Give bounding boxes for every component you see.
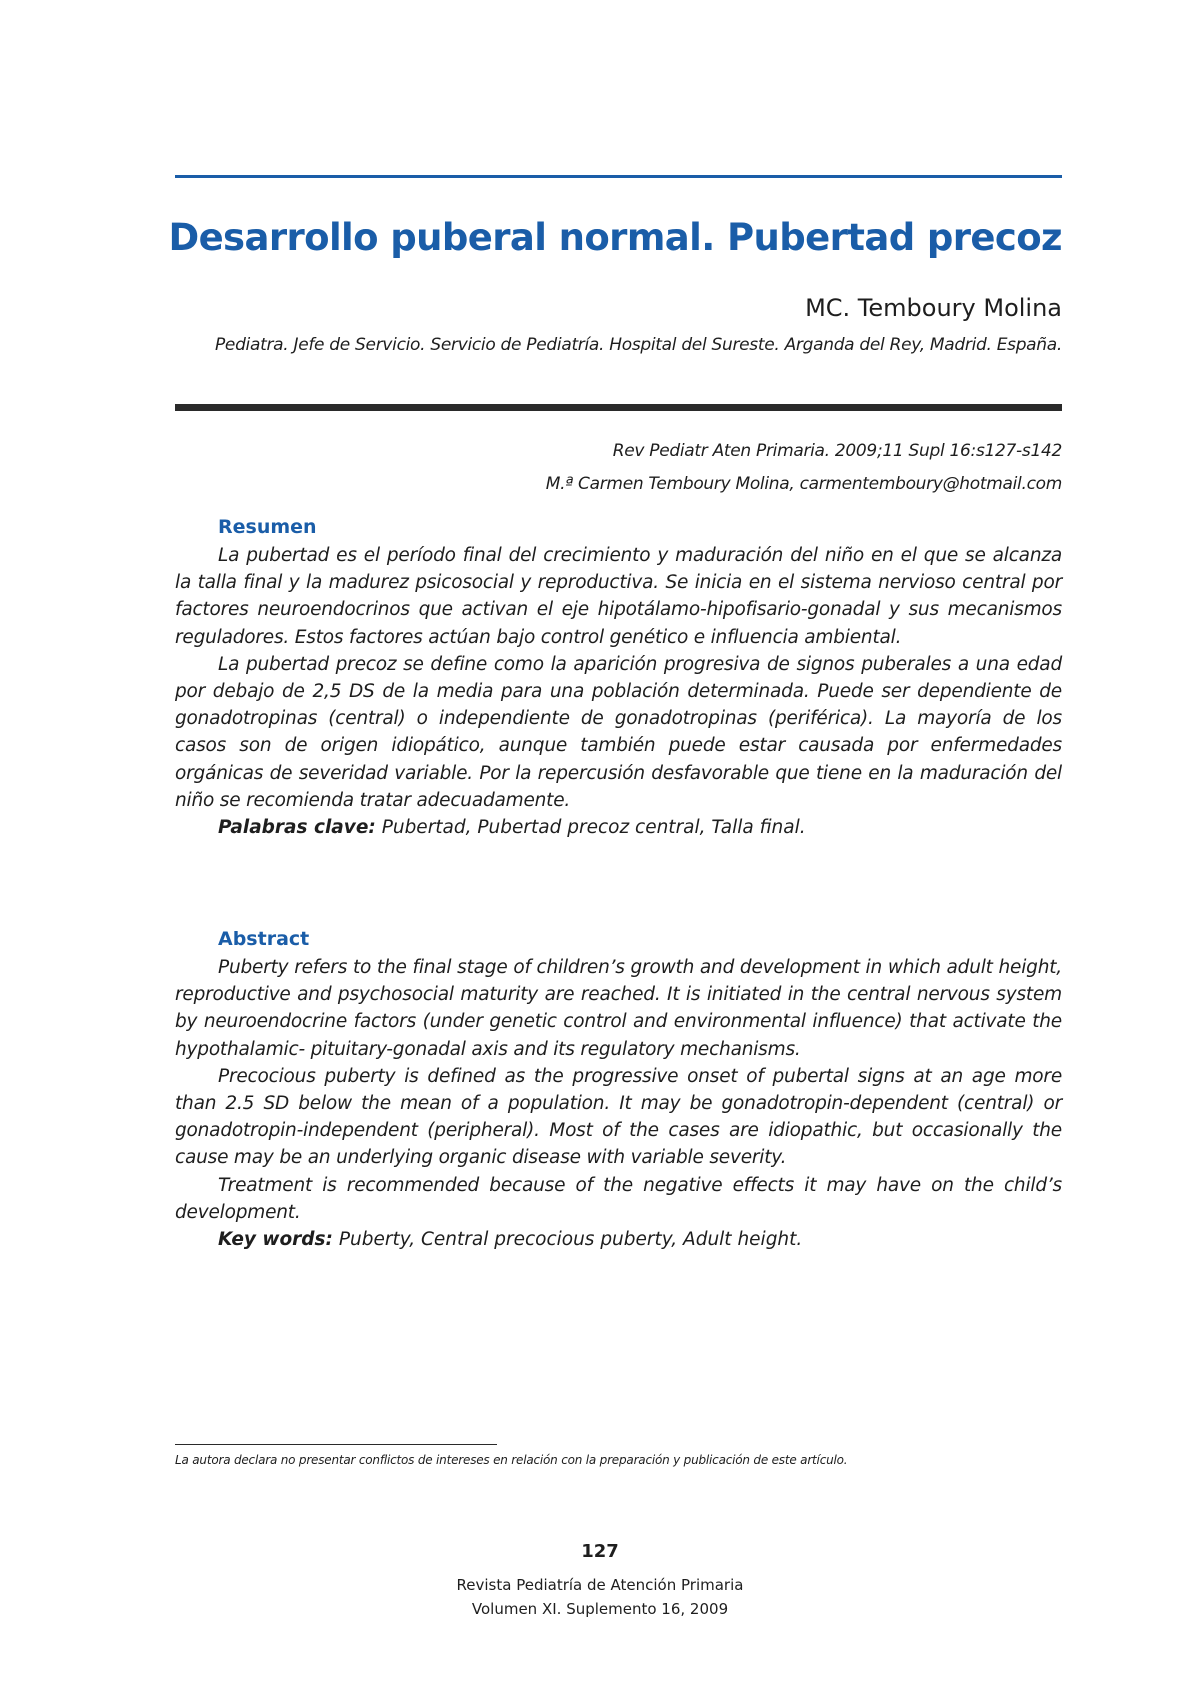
resumen-keywords — [175, 814, 1062, 841]
resumen-keywords-label: Palabras clave: — [218, 817, 376, 839]
abstract-paragraph: Precocious puberty is defined as the progressive onset of pubertal signs at an age more than 2.5 SD below the mean of a population. It may be gonadotropin-dependent (central) or gonadotropin-independent (peripheral). Most of the cases are idiopathic, but occasionally the cause may be an underlying organic disease with variable severity. — [175, 1065, 1062, 1169]
article-title: Desarrollo puberal normal. Pubertad precoz — [168, 216, 1062, 259]
header-top-rule — [175, 175, 1062, 178]
author-affiliation: Pediatra. Jefe de Servicio. Servicio de Pediatría. Hospital del Sureste. Arganda del Rey, Madrid. España. — [214, 335, 1062, 355]
abstract-keywords-value: Puberty, Central precocious puberty, Adult height. — [338, 1229, 803, 1251]
article-author: MC. Temboury Molina — [805, 294, 1062, 322]
abstract-paragraph: Puberty refers to the final stage of children’s growth and development in which adult height, reproductive and psychosocial maturity are reached. It is initiated in the central nervous system by neuroendocrine factors (under genetic control and environmental influence) that activate the hypothalamic- pituitary-gonadal axis and its regulatory mechanisms. — [175, 957, 1062, 1060]
abstract-keywords-label: Key words: — [218, 1229, 333, 1251]
resumen-paragraph: La pubertad precoz se define como la aparición progresiva de signos puberales a una edad por debajo de 2,5 DS de la media para una población determinada. Puede ser dependiente de gonadotropinas (central) o independiente de gonadotropinas (periférica). La mayoría de los casos son de origen idiopático, aunque también puede estar causada por enfermedades orgánicas de severidad variable. Por la repercusión desfavorable que tiene en la maduración del niño se recomienda tratar adecuadamente. — [175, 653, 1062, 811]
conflict-of-interest-footnote: La autora declara no presentar conflictos de intereses en relación con la preparación y publicación de este artículo. — [175, 1453, 848, 1467]
journal-citation: Rev Pediatr Aten Primaria. 2009;11 Supl 16:s127-s142 — [612, 441, 1062, 461]
corresponding-author-contact: M.ª Carmen Temboury Molina, carmentemboury@hotmail.com — [545, 474, 1062, 494]
journal-volume: Volumen XI. Suplemento 16, 2009 — [471, 1600, 729, 1618]
resumen-heading: Resumen — [218, 516, 317, 538]
resumen-section — [175, 514, 1062, 841]
page-number: 127 — [581, 1541, 619, 1562]
abstract-heading: Abstract — [218, 928, 310, 950]
header-divider — [175, 404, 1062, 411]
footnote-rule — [175, 1444, 497, 1445]
resumen-keywords-value: Pubertad, Pubertad precoz central, Talla final. — [381, 817, 806, 839]
abstract-section — [175, 926, 1062, 1253]
abstract-paragraph: Treatment is recommended because of the negative effects it may have on the child’s development. — [175, 1174, 1062, 1223]
abstract-keywords — [175, 1226, 1062, 1253]
resumen-paragraph: La pubertad es el período final del crecimiento y maduración del niño en el que se alcanza la talla final y la madurez psicosocial y reproductiva. Se inicia en el sistema nervioso central por factores neuroendocrinos que activan el eje hipotálamo-hipofisario-gonadal y sus mecanismos reguladores. Estos factores actúan bajo control genético e influencia ambiental. — [175, 545, 1062, 648]
journal-name: Revista Pediatría de Atención Primaria — [456, 1576, 744, 1594]
